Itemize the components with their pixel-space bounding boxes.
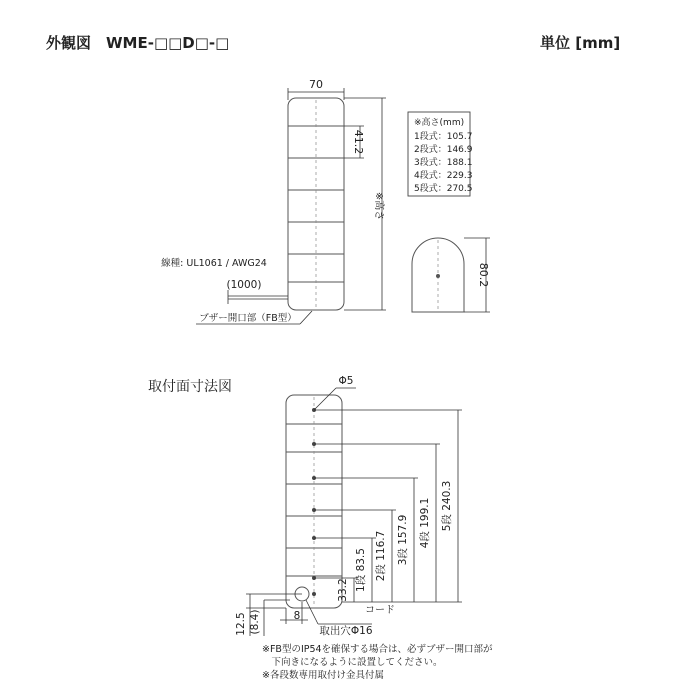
dim-12-5: 12.5	[235, 612, 247, 636]
height-row: 3段式：188.1	[414, 158, 473, 168]
height-table-header: ※高さ(mm)	[414, 118, 465, 128]
tier3-dim: 3段 157.9	[397, 514, 409, 566]
tier2-dim: 2段 116.7	[375, 530, 387, 582]
cord-exit-label-2: 取出穴Φ16	[319, 625, 373, 637]
side-view	[412, 238, 490, 312]
hole-diameter-label: Φ5	[338, 375, 354, 387]
front-width-label: 70	[309, 78, 323, 91]
dim-8-4: (8.4)	[249, 609, 261, 635]
tier-height-label: 41.2	[352, 129, 365, 155]
note-line: ※FB型のIP54を確保する場合は、必ずブザー開口部が	[262, 644, 493, 655]
side-height-label: 80.2	[477, 262, 490, 288]
mounting-title: 取付面寸法図	[148, 379, 232, 395]
drawing-title: 外観図 WME-□□D□-□	[46, 34, 230, 52]
height-row: 4段式：229.3	[414, 171, 473, 181]
note-line: ※各段数専用取付け金具付属	[262, 670, 384, 681]
height-row: 2段式：146.9	[414, 145, 473, 155]
front-view	[161, 78, 386, 324]
dim-8: 8	[293, 610, 301, 622]
tier5-dim: 5段 240.3	[441, 480, 453, 532]
note-line: 下向きになるように設置してください。	[262, 657, 443, 668]
mounting-view	[235, 375, 462, 637]
wire-type-label: 線種: UL1061 / AWG24	[161, 258, 267, 269]
cord-exit-label-1: コード	[365, 605, 395, 616]
height-table	[408, 112, 473, 196]
unit-label: 単位 [mm]	[540, 34, 621, 52]
total-height-label: ※高さ	[373, 191, 384, 221]
side-hole	[436, 274, 440, 278]
wire-length-label: (1000)	[226, 279, 262, 291]
dim-33-2: 33.2	[337, 578, 349, 602]
height-row: 5段式：270.5	[414, 184, 473, 194]
tier1-dim: 1段 83.5	[355, 548, 367, 592]
notes	[262, 643, 493, 682]
height-row: 1段式：105.7	[414, 132, 473, 142]
buzzer-label: ブザー開口部（FB型）	[199, 313, 297, 324]
tier4-dim: 4段 199.1	[419, 497, 431, 549]
